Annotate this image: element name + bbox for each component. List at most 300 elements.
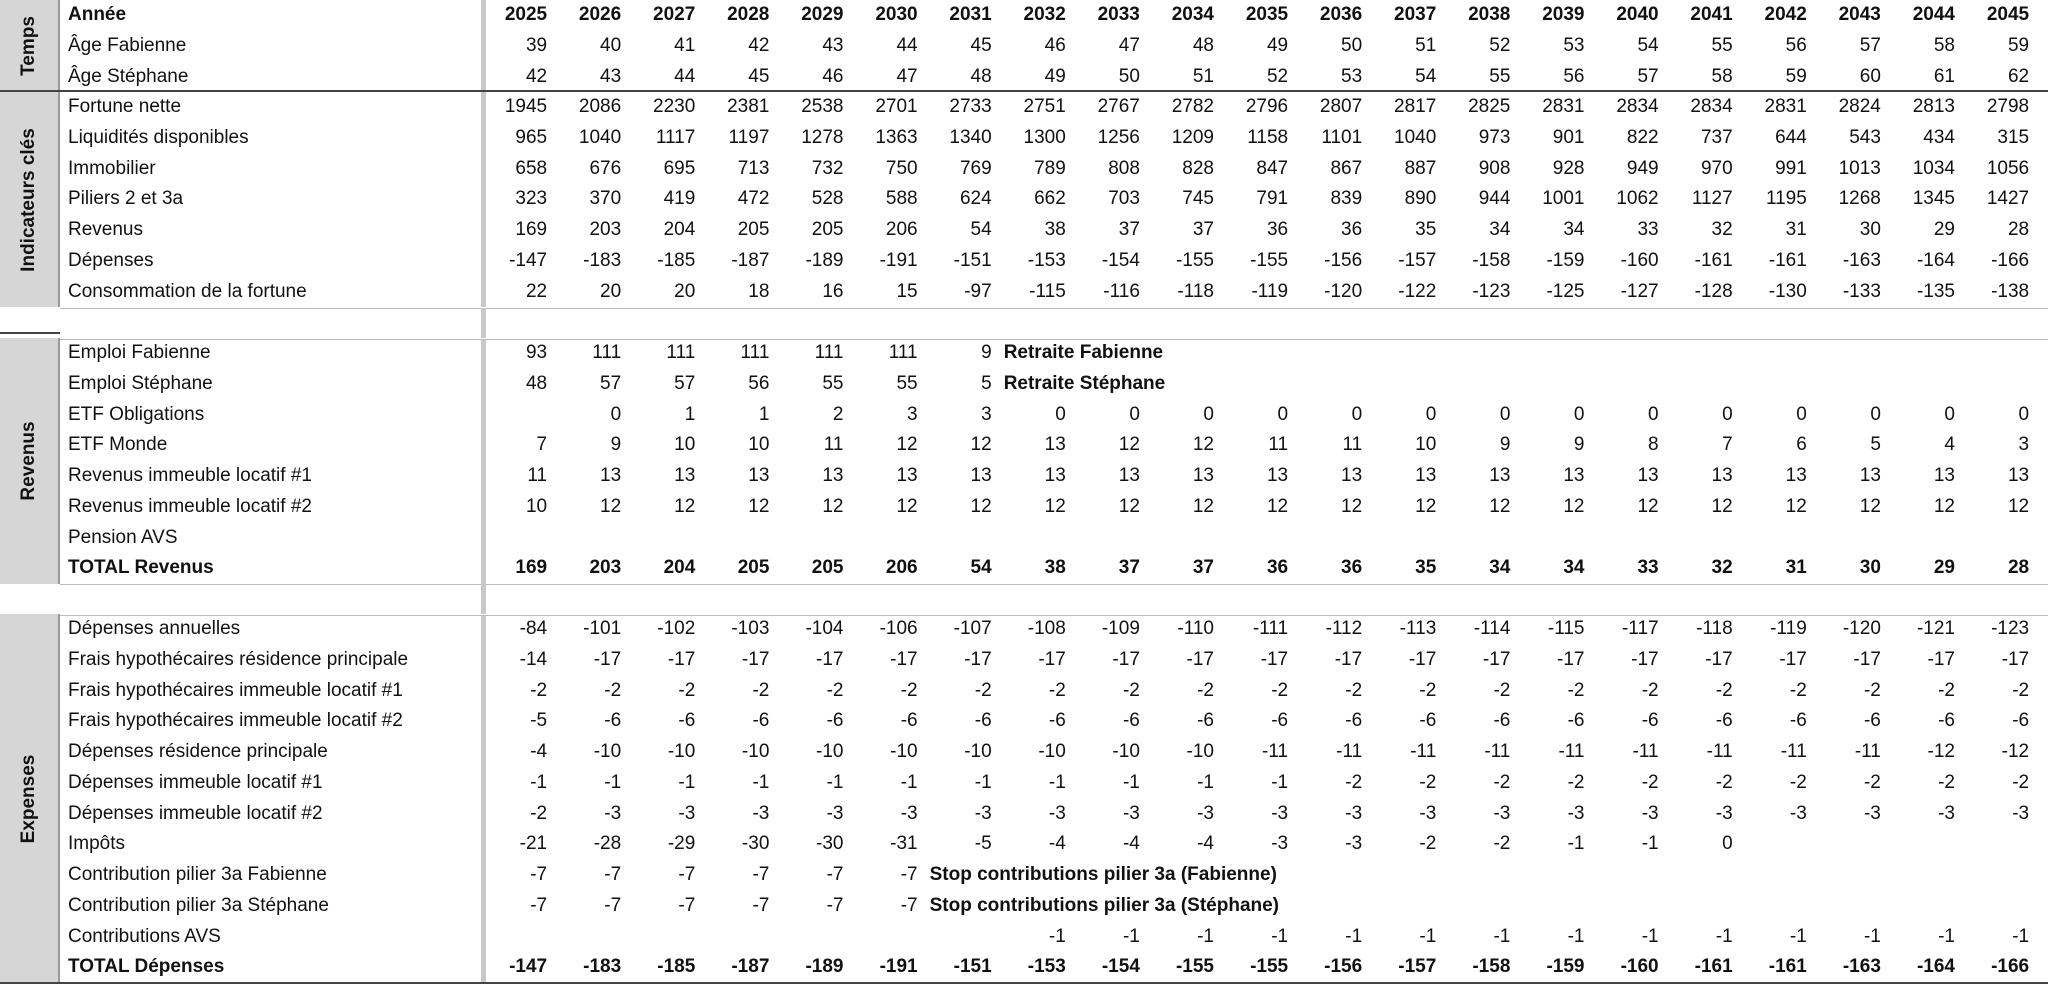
cell-value[interactable]: -11	[1410, 741, 1437, 762]
cell-value[interactable]: 13	[1785, 465, 1807, 486]
cell-value[interactable]: -2	[1419, 679, 1437, 701]
cell-value[interactable]: -160	[1620, 249, 1659, 271]
cell-value[interactable]: 928	[1552, 157, 1585, 179]
cell-value[interactable]: 13	[748, 465, 770, 486]
cell-value[interactable]: 2039	[1542, 4, 1585, 25]
cell-value[interactable]: 2733	[949, 96, 992, 117]
cell-value[interactable]: 2032	[1023, 4, 1066, 25]
cell-value[interactable]: -6	[1863, 710, 1881, 732]
cell-value[interactable]: -2	[1641, 771, 1659, 793]
cell-value[interactable]: 3	[2018, 434, 2030, 456]
cell-value[interactable]: -2	[1122, 679, 1140, 701]
cell-value[interactable]: 9	[1573, 434, 1585, 456]
cell-value[interactable]: 43	[822, 34, 844, 56]
cell-value[interactable]: 54	[1637, 34, 1659, 56]
cell-value[interactable]: 30	[1859, 557, 1881, 579]
cell-value[interactable]: -3	[1048, 802, 1066, 824]
cell-value[interactable]: -17	[1186, 648, 1214, 670]
cell-value[interactable]: 55	[896, 372, 918, 394]
cell-value[interactable]: -17	[593, 648, 622, 670]
cell-value[interactable]: 204	[663, 557, 696, 579]
cell-value[interactable]: 12	[1341, 495, 1363, 517]
cell-value[interactable]: 13	[1044, 434, 1066, 456]
cell-value[interactable]: -153	[1027, 249, 1066, 271]
cell-value[interactable]: -161	[1768, 249, 1807, 271]
cell-value[interactable]: -2	[1938, 679, 1955, 701]
cell-value[interactable]: 2035	[1245, 4, 1289, 25]
cell-value[interactable]: -183	[583, 956, 622, 978]
cell-value[interactable]: -30	[741, 833, 770, 855]
cell-value[interactable]: 35	[1415, 557, 1437, 579]
cell-value[interactable]: -108	[1027, 618, 1066, 639]
cell-value[interactable]: 59	[2007, 34, 2030, 56]
cell-value[interactable]: 29	[1933, 557, 1955, 579]
cell-value[interactable]: -17	[1853, 648, 1881, 670]
cell-value[interactable]: 34	[1563, 219, 1585, 240]
cell-value[interactable]: 206	[885, 557, 918, 579]
cell-value[interactable]: -6	[1122, 710, 1140, 732]
cell-value[interactable]: 13	[1637, 465, 1659, 486]
cell-value[interactable]: 991	[1775, 157, 1807, 179]
cell-value[interactable]: -7	[678, 894, 696, 916]
cell-value[interactable]: 10	[674, 434, 696, 456]
cell-value[interactable]: -2	[1493, 771, 1511, 793]
cell-value[interactable]: 48	[970, 65, 992, 87]
cell-value[interactable]: 48	[1192, 34, 1214, 56]
cell-value[interactable]: 12	[970, 495, 992, 517]
cell-value[interactable]: -147	[509, 956, 548, 978]
cell-value[interactable]: 32	[1711, 557, 1733, 579]
cell-value[interactable]: -5	[974, 833, 992, 855]
cell-value[interactable]: 2824	[1838, 96, 1881, 117]
cell-value[interactable]: 56	[1785, 34, 1807, 56]
cell-value[interactable]: 2	[832, 403, 844, 425]
cell-value[interactable]: 20	[674, 280, 696, 302]
cell-value[interactable]: -118	[1177, 280, 1214, 302]
cell-value[interactable]: -17	[890, 648, 918, 670]
cell-value[interactable]: -2	[1789, 679, 1807, 701]
cell-value[interactable]: -158	[1472, 956, 1511, 978]
cell-value[interactable]: 28	[2007, 557, 2030, 579]
cell-value[interactable]: -6	[826, 710, 844, 732]
cell-value[interactable]: -97	[964, 280, 992, 302]
cell-value[interactable]: 205	[811, 557, 844, 579]
cell-value[interactable]: 50	[1118, 65, 1140, 87]
cell-value[interactable]: -1	[1493, 925, 1511, 947]
cell-value[interactable]: -28	[593, 833, 622, 855]
cell-value[interactable]: -7	[900, 864, 918, 885]
cell-value[interactable]: 15	[896, 280, 918, 302]
cell-value[interactable]: -6	[900, 710, 918, 732]
cell-value[interactable]: 970	[1700, 157, 1733, 179]
cell-value[interactable]: -117	[1621, 618, 1659, 639]
cell-value[interactable]: 13	[1415, 465, 1437, 486]
cell-value[interactable]: 472	[737, 188, 770, 210]
cell-value[interactable]: 205	[737, 557, 770, 579]
cell-value[interactable]: 624	[959, 188, 992, 210]
cell-value[interactable]: -10	[1186, 741, 1214, 762]
cell-value[interactable]: 808	[1108, 157, 1140, 179]
cell-value[interactable]: 2086	[578, 96, 622, 117]
cell-value[interactable]: 890	[1404, 188, 1437, 210]
cell-value[interactable]: 51	[1415, 34, 1437, 56]
cell-value[interactable]: 676	[589, 157, 622, 179]
cell-value[interactable]: 10	[1415, 434, 1437, 456]
cell-value[interactable]: -7	[826, 864, 844, 885]
cell-value[interactable]: 37	[1118, 557, 1140, 579]
cell-value[interactable]: 1340	[949, 126, 992, 148]
cell-value[interactable]: 2034	[1171, 4, 1214, 25]
cell-value[interactable]: 39	[525, 34, 548, 56]
cell-value[interactable]: -2	[2012, 679, 2030, 701]
cell-value[interactable]: -3	[1567, 802, 1585, 824]
cell-value[interactable]: 41	[674, 34, 696, 56]
cell-value[interactable]: 13	[822, 465, 844, 486]
cell-value[interactable]: -166	[1991, 249, 2030, 271]
cell-value[interactable]: -125	[1546, 280, 1585, 302]
cell-value[interactable]: 12	[970, 434, 992, 456]
cell-value[interactable]: 54	[1415, 65, 1437, 87]
cell-value[interactable]: -1	[1863, 925, 1881, 947]
cell-value[interactable]: 62	[2007, 65, 2030, 87]
cell-value[interactable]: -2	[604, 679, 622, 701]
cell-value[interactable]: -4	[530, 741, 548, 762]
cell-value[interactable]: -153	[1027, 956, 1066, 978]
cell-value[interactable]: -2	[752, 679, 770, 701]
cell-value[interactable]: -1	[604, 771, 622, 793]
cell-value[interactable]: 93	[525, 342, 548, 363]
cell-value[interactable]: -1	[974, 771, 992, 793]
cell-value[interactable]: 1062	[1616, 188, 1659, 210]
cell-value[interactable]: 12	[1118, 495, 1140, 517]
cell-value[interactable]: 28	[2007, 219, 2030, 240]
cell-value[interactable]: 1158	[1247, 126, 1289, 148]
cell-value[interactable]: 53	[1341, 65, 1363, 87]
cell-value[interactable]: 0	[1944, 403, 1955, 425]
cell-value[interactable]: -10	[593, 741, 622, 762]
cell-value[interactable]: -2	[2012, 771, 2030, 793]
cell-value[interactable]: -1	[2012, 925, 2030, 947]
cell-value[interactable]: 769	[959, 157, 992, 179]
cell-value[interactable]: -2	[826, 679, 844, 701]
cell-value[interactable]: 205	[737, 219, 770, 240]
cell-value[interactable]: 59	[1785, 65, 1807, 87]
cell-value[interactable]: 0	[1425, 403, 1437, 425]
cell-value[interactable]: -157	[1398, 249, 1437, 271]
cell-value[interactable]: -17	[1631, 648, 1659, 670]
cell-value[interactable]: 45	[748, 65, 770, 87]
cell-value[interactable]: 839	[1330, 188, 1363, 210]
cell-value[interactable]: 1013	[1838, 157, 1881, 179]
cell-value[interactable]: 1268	[1838, 188, 1881, 210]
cell-value[interactable]: 56	[748, 372, 770, 394]
cell-value[interactable]: 2028	[727, 4, 770, 25]
cell-value[interactable]: 2381	[727, 96, 770, 117]
cell-value[interactable]: 0	[1870, 403, 1881, 425]
cell-value[interactable]: 703	[1108, 188, 1140, 210]
cell-value[interactable]: 0	[1648, 403, 1659, 425]
cell-value[interactable]: -2	[1567, 771, 1585, 793]
cell-value[interactable]: 9	[610, 434, 622, 456]
cell-value[interactable]: 111	[814, 342, 844, 363]
cell-value[interactable]: 1345	[1912, 188, 1955, 210]
cell-value[interactable]: -4	[1048, 833, 1066, 855]
cell-value[interactable]: -6	[1938, 710, 1955, 732]
cell-value[interactable]: -115	[1547, 618, 1585, 639]
cell-value[interactable]: 58	[1933, 34, 1955, 56]
cell-value[interactable]: -191	[879, 249, 918, 271]
cell-value[interactable]: -1	[900, 771, 918, 793]
cell-value[interactable]: -2	[1863, 771, 1881, 793]
cell-value[interactable]: 12	[896, 495, 918, 517]
cell-value[interactable]: -6	[678, 710, 696, 732]
cell-value[interactable]: -10	[741, 741, 770, 762]
cell-value[interactable]: 31	[1785, 219, 1807, 240]
cell-value[interactable]: -11	[1854, 741, 1881, 762]
cell-value[interactable]: -155	[1250, 249, 1289, 271]
cell-value[interactable]: 2825	[1468, 96, 1511, 117]
cell-value[interactable]: 944	[1478, 188, 1511, 210]
cell-value[interactable]: -3	[826, 802, 844, 824]
cell-value[interactable]: 2031	[949, 4, 992, 25]
cell-value[interactable]: 7	[1722, 434, 1733, 456]
cell-value[interactable]: 10	[525, 495, 548, 517]
cell-value[interactable]: -17	[964, 648, 992, 670]
cell-value[interactable]: -6	[1197, 710, 1214, 732]
cell-value[interactable]: 206	[885, 219, 918, 240]
cell-value[interactable]: 2041	[1690, 4, 1733, 25]
cell-value[interactable]: -119	[1251, 280, 1289, 302]
cell-value[interactable]: -163	[1842, 956, 1881, 978]
cell-value[interactable]: -2	[1345, 679, 1363, 701]
cell-value[interactable]: 13	[1859, 465, 1881, 486]
cell-value[interactable]: -17	[1112, 648, 1140, 670]
cell-value[interactable]: -2	[1197, 679, 1214, 701]
cell-value[interactable]: 12	[674, 495, 696, 517]
cell-value[interactable]: -154	[1101, 249, 1140, 271]
cell-value[interactable]: 2834	[1616, 96, 1659, 117]
cell-value[interactable]: -7	[826, 894, 844, 916]
cell-value[interactable]: 2230	[653, 96, 696, 117]
cell-value[interactable]: -113	[1399, 618, 1437, 639]
cell-value[interactable]: 2798	[1986, 96, 2030, 117]
cell-value[interactable]: 949	[1626, 157, 1659, 179]
cell-value[interactable]: 323	[515, 188, 548, 210]
cell-value[interactable]: 370	[589, 188, 622, 210]
cell-value[interactable]: 1945	[504, 96, 548, 117]
cell-value[interactable]: 908	[1478, 157, 1511, 179]
cell-value[interactable]: 111	[592, 342, 622, 363]
cell-value[interactable]: 2782	[1171, 96, 1214, 117]
cell-value[interactable]: 2831	[1764, 96, 1807, 117]
cell-value[interactable]: -130	[1768, 280, 1807, 302]
cell-value[interactable]: 1040	[1394, 126, 1437, 148]
cell-value[interactable]: 658	[515, 157, 548, 179]
cell-value[interactable]: -14	[519, 648, 548, 670]
cell-value[interactable]: -107	[953, 618, 992, 639]
cell-value[interactable]: -191	[879, 956, 918, 978]
cell-value[interactable]: -30	[816, 833, 844, 855]
cell-value[interactable]: -161	[1768, 956, 1807, 978]
cell-value[interactable]: -114	[1473, 618, 1511, 639]
cell-value[interactable]: -119	[1770, 618, 1807, 639]
cell-value[interactable]: 5	[981, 372, 992, 394]
cell-value[interactable]: 2767	[1097, 96, 1140, 117]
cell-value[interactable]: 1127	[1691, 188, 1733, 210]
cell-value[interactable]: 3	[981, 403, 992, 425]
cell-value[interactable]: 0	[1351, 403, 1363, 425]
cell-value[interactable]: -123	[1991, 618, 2030, 639]
cell-value[interactable]: -2	[1345, 771, 1363, 793]
cell-value[interactable]: -6	[974, 710, 992, 732]
cell-value[interactable]: -6	[1419, 710, 1437, 732]
cell-value[interactable]: 528	[811, 188, 844, 210]
cell-value[interactable]: 13	[1711, 465, 1733, 486]
cell-value[interactable]: 2817	[1394, 96, 1437, 117]
cell-value[interactable]: -115	[1029, 280, 1066, 302]
cell-value[interactable]: -133	[1842, 280, 1881, 302]
cell-value[interactable]: -151	[953, 249, 992, 271]
cell-value[interactable]: 36	[1266, 557, 1289, 579]
cell-value[interactable]: 37	[1192, 557, 1214, 579]
cell-value[interactable]: -7	[530, 894, 548, 916]
cell-value[interactable]: -1	[1122, 925, 1140, 947]
cell-value[interactable]: 2026	[578, 4, 622, 25]
cell-value[interactable]: -111	[1252, 618, 1289, 639]
cell-value[interactable]: -2	[1271, 679, 1289, 701]
cell-value[interactable]: -3	[1345, 802, 1363, 824]
cell-value[interactable]: -1	[1567, 833, 1585, 855]
cell-value[interactable]: -1	[1048, 771, 1066, 793]
cell-value[interactable]: -84	[519, 618, 548, 639]
cell-value[interactable]: -155	[1250, 956, 1289, 978]
cell-value[interactable]: -5	[530, 710, 548, 732]
cell-value[interactable]: -2	[1715, 679, 1733, 701]
cell-value[interactable]: 1363	[875, 126, 918, 148]
cell-value[interactable]: 2030	[875, 4, 918, 25]
cell-value[interactable]: -2	[1493, 679, 1511, 701]
cell-value[interactable]: 12	[1563, 495, 1585, 517]
cell-value[interactable]: 13	[1118, 465, 1140, 486]
cell-value[interactable]: -17	[1779, 648, 1807, 670]
cell-value[interactable]: 11	[1268, 434, 1289, 456]
cell-value[interactable]: -1	[1938, 925, 1955, 947]
cell-value[interactable]: -158	[1472, 249, 1511, 271]
cell-value[interactable]: 43	[600, 65, 622, 87]
cell-value[interactable]: -187	[731, 249, 770, 271]
cell-value[interactable]: -122	[1398, 280, 1437, 302]
cell-value[interactable]: 57	[674, 372, 696, 394]
cell-value[interactable]: 0	[1722, 403, 1733, 425]
cell-value[interactable]: -17	[741, 648, 770, 670]
cell-value[interactable]: -3	[752, 802, 770, 824]
cell-value[interactable]: -6	[1789, 710, 1807, 732]
cell-value[interactable]: 750	[885, 157, 918, 179]
cell-value[interactable]: -3	[1122, 802, 1140, 824]
cell-value[interactable]: -11	[1336, 741, 1363, 762]
cell-value[interactable]: -21	[519, 833, 548, 855]
cell-value[interactable]: 57	[1859, 34, 1881, 56]
cell-value[interactable]: -7	[752, 894, 770, 916]
cell-value[interactable]: -6	[1345, 710, 1363, 732]
cell-value[interactable]: 0	[1499, 403, 1511, 425]
cell-value[interactable]: -11	[1558, 741, 1585, 762]
cell-value[interactable]: 8	[1648, 434, 1659, 456]
cell-value[interactable]: -6	[1567, 710, 1585, 732]
cell-value[interactable]: 44	[674, 65, 696, 87]
cell-value[interactable]: -1	[1641, 833, 1659, 855]
cell-value[interactable]: 12	[1933, 495, 1955, 517]
cell-value[interactable]: 2038	[1468, 4, 1511, 25]
cell-value[interactable]: 32	[1711, 219, 1733, 240]
cell-value[interactable]: 2538	[801, 96, 844, 117]
cell-value[interactable]: -3	[1715, 802, 1733, 824]
cell-value[interactable]: 55	[1489, 65, 1511, 87]
cell-value[interactable]: -12	[2001, 741, 2030, 762]
cell-value[interactable]: 965	[515, 126, 548, 148]
cell-value[interactable]: -159	[1546, 956, 1585, 978]
cell-value[interactable]: 713	[737, 157, 770, 179]
cell-value[interactable]: -3	[1271, 802, 1289, 824]
cell-value[interactable]: 12	[1637, 495, 1659, 517]
cell-value[interactable]: 12	[1192, 495, 1214, 517]
cell-value[interactable]: 18	[748, 280, 770, 302]
cell-value[interactable]: -110	[1177, 618, 1214, 639]
cell-value[interactable]: -155	[1175, 956, 1214, 978]
cell-value[interactable]: 1040	[578, 126, 622, 148]
cell-value[interactable]: -1	[1197, 925, 1214, 947]
cell-value[interactable]: -2	[1419, 833, 1437, 855]
cell-value[interactable]: -3	[1419, 802, 1437, 824]
cell-value[interactable]: -2	[1938, 771, 1955, 793]
cell-value[interactable]: 36	[1341, 557, 1363, 579]
cell-value[interactable]: -3	[974, 802, 992, 824]
cell-value[interactable]: -1	[1419, 925, 1437, 947]
cell-value[interactable]: -164	[1916, 956, 1955, 978]
cell-value[interactable]: 0	[1203, 403, 1214, 425]
cell-value[interactable]: -154	[1101, 956, 1140, 978]
cell-value[interactable]: -1	[826, 771, 844, 793]
cell-value[interactable]: 61	[1933, 65, 1955, 87]
cell-value[interactable]: -120	[1324, 280, 1363, 302]
cell-value[interactable]: -109	[1101, 618, 1140, 639]
cell-value[interactable]: -1	[1567, 925, 1585, 947]
cell-value[interactable]: -123	[1472, 280, 1511, 302]
cell-value[interactable]: 203	[589, 557, 622, 579]
cell-value[interactable]: 1034	[1912, 157, 1955, 179]
cell-value[interactable]: 543	[1849, 126, 1881, 148]
cell-value[interactable]: -106	[879, 618, 918, 639]
cell-value[interactable]: 29	[1933, 219, 1955, 240]
cell-value[interactable]: 13	[896, 465, 918, 486]
cell-value[interactable]: 12	[822, 495, 844, 517]
cell-value[interactable]: -128	[1694, 280, 1733, 302]
cell-value[interactable]: -166	[1991, 956, 2030, 978]
cell-value[interactable]: 2701	[875, 96, 918, 117]
cell-value[interactable]: 791	[1256, 188, 1289, 210]
cell-value[interactable]: -102	[657, 618, 696, 639]
cell-value[interactable]: -2	[1493, 833, 1511, 855]
cell-value[interactable]: -120	[1842, 618, 1881, 639]
cell-value[interactable]: 35	[1415, 219, 1437, 240]
cell-value[interactable]: 13	[1341, 465, 1363, 486]
cell-value[interactable]: -1	[1271, 925, 1289, 947]
cell-value[interactable]: 662	[1034, 188, 1066, 210]
cell-value[interactable]: 40	[600, 34, 622, 56]
cell-value[interactable]: 12	[1044, 495, 1066, 517]
cell-value[interactable]: 42	[748, 34, 770, 56]
cell-value[interactable]: 0	[1796, 403, 1807, 425]
